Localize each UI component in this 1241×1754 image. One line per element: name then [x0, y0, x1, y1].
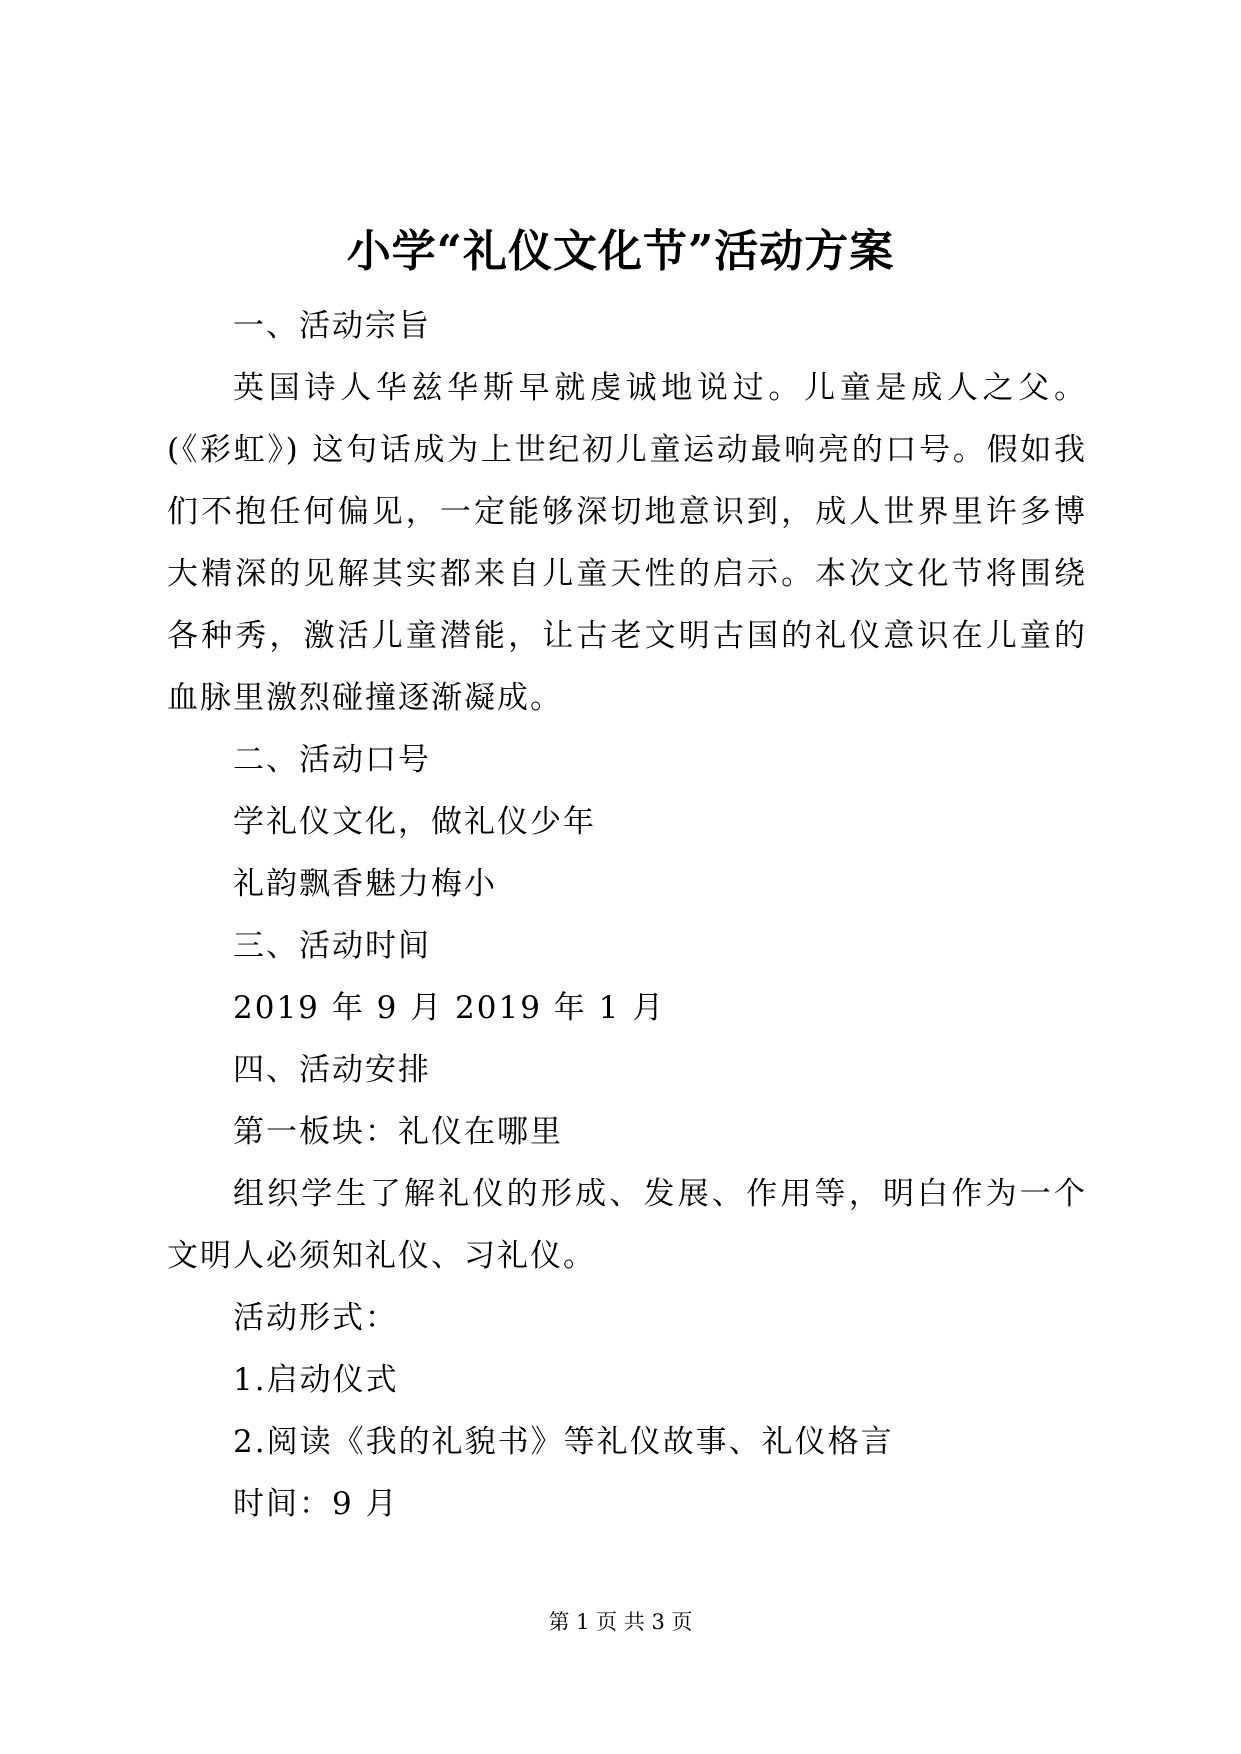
block-one-heading: 第一板块：礼仪在哪里: [233, 1114, 563, 1150]
section-heading-time: 三、活动时间: [233, 928, 431, 964]
slogan-line-2: 礼韵飘香魅力梅小: [233, 866, 497, 902]
list-item: 1.启动仪式: [233, 1362, 399, 1398]
purpose-paragraph: 英国诗人华兹华斯早就虔诚地说过。儿童是成人之父。(《彩虹》) 这句话成为上世纪初儿童运动最响亮的口号。假如我们不抱任何偏见，一定能够深切地意识到，成人世界里许多博大精深的见解其实都来自儿童天性的启示。本次文化节将围绕各种秀，激活儿童潜能，让古老文明古国的礼仪意识在儿童的血脉里激烈碰撞逐渐凝成。: [167, 370, 1087, 716]
block-one-paragraph: 组织学生了解礼仪的形成、发展、作用等，明白作为一个文明人必须知礼仪、习礼仪。: [167, 1176, 1087, 1274]
time-line: 时间：9 月: [233, 1486, 399, 1522]
document-body: [167, 295, 1087, 1535]
section-heading-purpose: 一、活动宗旨: [233, 308, 431, 344]
activity-form-label: 活动形式：: [233, 1300, 398, 1336]
slogan-line-1: 学礼仪文化，做礼仪少年: [233, 804, 596, 840]
section-heading-slogan: 二、活动口号: [233, 742, 431, 778]
section-heading-arrangement: 四、活动安排: [233, 1052, 431, 1088]
list-item: 2.阅读《我的礼貌书》等礼仪故事、礼仪格言: [233, 1424, 894, 1460]
page-footer: 第 1 页 共 3 页: [548, 1610, 693, 1634]
document-title: 小学“礼仪文化节”活动方案: [346, 226, 895, 277]
activity-time: 2019 年 9 月 2019 年 1 月: [233, 990, 666, 1026]
